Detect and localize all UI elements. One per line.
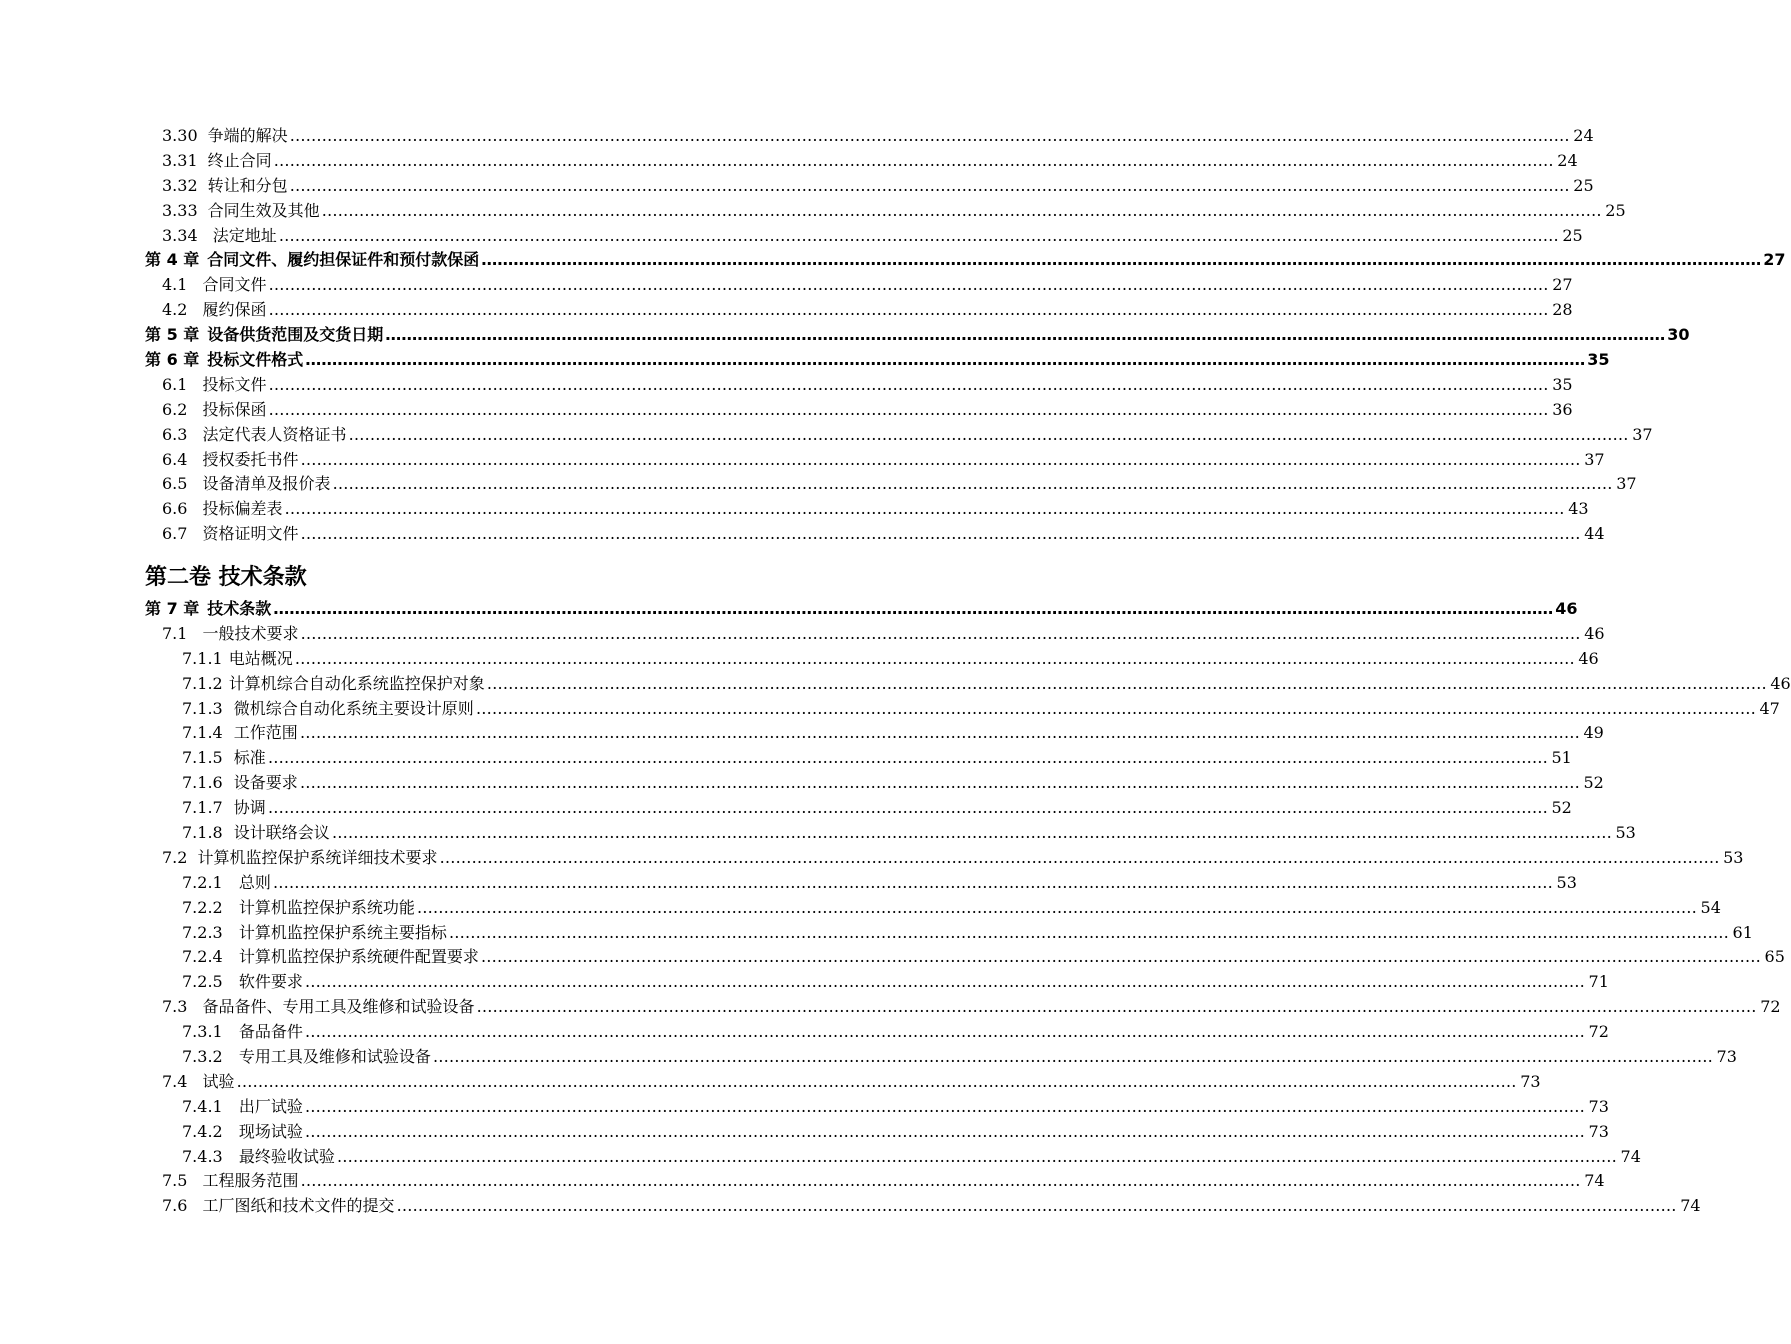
toc-leader-dots: …………………………………………………………………………………………………………………………………………………………………………………………………………………… (448, 922, 1729, 942)
toc-chapter-entry[interactable] (0, 597, 1578, 622)
toc-leader-dots: …………………………………………………………………………………………………………………………………………………………………………………………………………………… (331, 823, 1612, 843)
toc-section-entry[interactable] (0, 1194, 1701, 1219)
toc-entry-number: 6.6 (162, 499, 188, 519)
toc-entry-number: 7.1.7 (182, 798, 223, 818)
toc-entry-title: 试验 (197, 1071, 235, 1091)
toc-entry-title: 资格证明文件 (197, 524, 299, 544)
toc-entry-title: 投标偏差表 (197, 499, 283, 519)
toc-chapter-entry[interactable] (0, 248, 1786, 273)
toc-section-entry[interactable] (0, 398, 1573, 423)
toc-page-number: 65 (1764, 947, 1785, 967)
toc-entry-number: 7.2.1 (182, 872, 223, 892)
toc-entry-title: 技术条款 (207, 599, 272, 618)
toc-entry-number: 7.3.2 (182, 1047, 223, 1067)
toc-page-number: 73 (1588, 1121, 1609, 1141)
toc-entry-number: 6.1 (162, 374, 188, 394)
toc-section-entry[interactable] (0, 273, 1573, 298)
toc-section-entry[interactable] (0, 149, 1578, 174)
toc-entry-number: 第 4 章 (145, 250, 200, 270)
toc-leader-dots: …………………………………………………………………………………………………………………………………………………………………………………………………………………… (272, 872, 1553, 892)
toc-section-entry[interactable] (0, 945, 1785, 970)
toc-entry-number: 3.33 (162, 200, 198, 220)
toc-list-part2 (0, 597, 1791, 1219)
toc-entry-number: 3.30 (162, 126, 198, 145)
toc-entry-number: 4.2 (162, 300, 188, 320)
toc-leader-dots: …………………………………………………………………………………………………………………………………………………………………………………………………………………… (439, 847, 1720, 867)
toc-entry-number: 6.7 (162, 524, 188, 544)
toc-page-number: 43 (1568, 499, 1589, 519)
toc-leader-dots: …………………………………………………………………………………………………………………………………………………………………………………………………………………… (278, 225, 1559, 245)
toc-leader-dots: …………………………………………………………………………………………………………………………………………………………………………………………………………………… (304, 1096, 1585, 1116)
toc-page-number: 27 (1552, 275, 1573, 295)
toc-entry-title: 设备清单及报价表 (197, 474, 331, 494)
toc-entry-title: 软件要求 (228, 972, 303, 992)
toc-leader-dots: …………………………………………………………………………………………………………………………………………………………………………………………………………………… (305, 350, 1586, 370)
toc-entry-title: 合同生效及其他 (207, 200, 320, 220)
toc-section-entry[interactable] (0, 921, 1753, 946)
toc-page-number: 53 (1723, 847, 1744, 867)
toc-entry-number: 7.6 (162, 1196, 188, 1216)
toc-leader-dots: …………………………………………………………………………………………………………………………………………………………………………………………………………………… (289, 126, 1570, 145)
toc-page-number: 53 (1556, 872, 1577, 892)
toc-entry-title: 投标文件格式 (207, 350, 304, 370)
toc-page-number: 35 (1587, 350, 1610, 370)
toc-section-entry[interactable] (0, 448, 1605, 473)
toc-leader-dots: …………………………………………………………………………………………………………………………………………………………………………………………………………………… (304, 1022, 1585, 1042)
toc-entry-number: 7.1.3 (182, 698, 223, 718)
toc-section-entry[interactable] (0, 199, 1626, 224)
toc-section-entry[interactable] (0, 821, 1636, 846)
toc-leader-dots: …………………………………………………………………………………………………………………………………………………………………………………………………………………… (348, 424, 1629, 444)
toc-page-number: 46 (1578, 648, 1599, 668)
toc-page-number: 72 (1588, 1022, 1609, 1042)
toc-entry-number: 7.1.5 (182, 748, 223, 768)
toc-page-number: 24 (1573, 126, 1594, 145)
toc-leader-dots: …………………………………………………………………………………………………………………………………………………………………………………………………………………… (475, 698, 1756, 718)
toc-leader-dots: …………………………………………………………………………………………………………………………………………………………………………………………………………………… (332, 474, 1613, 494)
toc-entry-title: 设备要求 (228, 773, 298, 793)
toc-section-entry[interactable] (0, 896, 1721, 921)
toc-chapter-entry[interactable] (0, 323, 1690, 348)
toc-section-entry[interactable] (0, 1045, 1737, 1070)
toc-leader-dots: …………………………………………………………………………………………………………………………………………………………………………………………………………………… (273, 150, 1554, 170)
toc-entry-number: 7.1.2 (182, 673, 223, 693)
toc-section-entry[interactable] (0, 1145, 1641, 1170)
toc-leader-dots: …………………………………………………………………………………………………………………………………………………………………………………………………………………… (268, 275, 1549, 295)
toc-page-number: 49 (1583, 723, 1604, 743)
toc-entry-title: 电站概况 (228, 648, 293, 668)
toc-page-number: 72 (1760, 997, 1781, 1017)
toc-page-number: 25 (1562, 225, 1583, 245)
toc-page-number: 61 (1732, 922, 1753, 942)
toc-page-number: 73 (1520, 1071, 1541, 1091)
toc-section-entry[interactable] (0, 472, 1637, 497)
toc-entry-title: 工厂图纸和技术文件的提交 (197, 1196, 395, 1216)
toc-page-number: 25 (1573, 175, 1594, 195)
toc-entry-title: 合同文件 (197, 275, 267, 295)
toc-entry-title: 计算机监控保护系统硬件配置要求 (228, 947, 479, 967)
toc-page-number: 27 (1763, 250, 1786, 270)
toc-entry-title: 备品备件、专用工具及维修和试验设备 (197, 997, 475, 1017)
toc-page-number: 37 (1616, 474, 1637, 494)
toc-section-entry[interactable] (0, 647, 1599, 672)
toc-leader-dots: …………………………………………………………………………………………………………………………………………………………………………………………………………………… (486, 673, 1767, 693)
toc-entry-title: 现场试验 (228, 1121, 303, 1141)
toc-entry-title: 计算机监控保护系统详细技术要求 (197, 847, 438, 867)
toc-entry-title: 投标保函 (197, 399, 267, 419)
toc-leader-dots: …………………………………………………………………………………………………………………………………………………………………………………………………………………… (416, 897, 1697, 917)
toc-entry-number: 7.2.2 (182, 897, 223, 917)
toc-entry-number: 3.34 (162, 225, 198, 245)
toc-page-number: 44 (1584, 524, 1605, 544)
toc-section-entry[interactable] (0, 721, 1604, 746)
toc-entry-number: 7.1.1 (182, 648, 223, 668)
toc-leader-dots: …………………………………………………………………………………………………………………………………………………………………………………………………………………… (336, 1146, 1617, 1166)
toc-entry-title: 设备供货范围及交货日期 (207, 325, 384, 345)
toc-entry-title: 终止合同 (207, 150, 272, 170)
toc-leader-dots: …………………………………………………………………………………………………………………………………………………………………………………………………………………… (300, 1171, 1581, 1191)
toc-leader-dots: …………………………………………………………………………………………………………………………………………………………………………………………………………………… (267, 748, 1548, 768)
toc-page-number: 46 (1770, 673, 1791, 693)
toc-leader-dots: …………………………………………………………………………………………………………………………………………………………………………………………………………………… (268, 300, 1549, 320)
toc-leader-dots: …………………………………………………………………………………………………………………………………………………………………………………………………………………… (300, 524, 1581, 544)
toc-page-number: 71 (1588, 972, 1609, 992)
toc-entry-title: 法定代表人资格证书 (197, 424, 347, 444)
toc-entry-number: 3.32 (162, 175, 198, 195)
toc-section-entry[interactable] (0, 497, 1589, 522)
toc-leader-dots: …………………………………………………………………………………………………………………………………………………………………………………………………………………… (321, 200, 1602, 220)
toc-section-entry[interactable] (0, 1169, 1605, 1194)
toc-page-number: 36 (1552, 399, 1573, 419)
toc-page-number: 24 (1557, 150, 1578, 170)
toc-page-number: 73 (1588, 1096, 1609, 1116)
toc-page-number: 52 (1551, 798, 1572, 818)
toc-page-number: 73 (1716, 1047, 1737, 1067)
toc-leader-dots: …………………………………………………………………………………………………………………………………………………………………………………………………………………… (481, 250, 1762, 270)
toc-entry-number: 7.4.1 (182, 1096, 223, 1116)
toc-entry-title: 专用工具及维修和试验设备 (228, 1047, 431, 1067)
toc-page-number: 54 (1700, 897, 1721, 917)
toc-entry-number: 3.31 (162, 150, 198, 170)
toc-entry-title: 合同文件、履约担保证件和预付款保函 (207, 250, 480, 270)
toc-section-entry[interactable] (0, 995, 1781, 1020)
toc-page-number: 30 (1667, 325, 1690, 345)
toc-entry-number: 7.4.2 (182, 1121, 223, 1141)
toc-page-number: 51 (1551, 748, 1572, 768)
toc-page-number: 46 (1555, 599, 1578, 618)
toc-entry-number: 6.5 (162, 474, 188, 494)
toc-section-entry[interactable] (0, 373, 1573, 398)
toc-leader-dots: …………………………………………………………………………………………………………………………………………………………………………………………………………………… (300, 623, 1581, 643)
toc-list-part1 (0, 124, 1786, 547)
toc-entry-number: 7.2.5 (182, 972, 223, 992)
toc-page-number: 28 (1552, 300, 1573, 320)
toc-entry-number: 7.1.8 (182, 823, 223, 843)
toc-entry-title: 工作范围 (228, 723, 298, 743)
toc-leader-dots: …………………………………………………………………………………………………………………………………………………………………………………………………………………… (299, 723, 1580, 743)
toc-leader-dots: …………………………………………………………………………………………………………………………………………………………………………………………………………………… (236, 1071, 1517, 1091)
toc-leader-dots: …………………………………………………………………………………………………………………………………………………………………………………………………………………… (385, 325, 1666, 345)
toc-entry-number: 第 7 章 (145, 599, 200, 618)
toc-chapter-entry[interactable] (0, 348, 1610, 373)
toc-entry-number: 7.3.1 (182, 1022, 223, 1042)
toc-section-entry[interactable] (0, 672, 1791, 697)
toc-entry-number: 第 5 章 (145, 325, 200, 345)
toc-leader-dots: …………………………………………………………………………………………………………………………………………………………………………………………………………………… (300, 449, 1581, 469)
toc-leader-dots: …………………………………………………………………………………………………………………………………………………………………………………………………………………… (289, 175, 1570, 195)
toc-entry-title: 工程服务范围 (197, 1171, 299, 1191)
toc-page-number: 46 (1584, 623, 1605, 643)
toc-section-entry[interactable] (0, 1070, 1541, 1095)
toc-entry-title: 备品备件 (228, 1022, 303, 1042)
toc-entry-title: 出厂试验 (228, 1096, 303, 1116)
toc-entry-title: 计算机监控保护系统主要指标 (228, 922, 447, 942)
toc-entry-number: 7.3 (162, 997, 188, 1017)
toc-entry-title: 法定地址 (207, 225, 277, 245)
toc-leader-dots: …………………………………………………………………………………………………………………………………………………………………………………………………………………… (480, 947, 1761, 967)
toc-section-entry[interactable] (0, 224, 1583, 249)
toc-leader-dots: …………………………………………………………………………………………………………………………………………………………………………………………………………………… (304, 972, 1585, 992)
toc-section-entry[interactable] (0, 746, 1572, 771)
toc-page-number: 35 (1552, 374, 1573, 394)
toc-entry-number: 第 6 章 (145, 350, 200, 370)
toc-entry-title: 一般技术要求 (197, 623, 299, 643)
toc-page-number: 53 (1615, 823, 1636, 843)
toc-entry-title: 计算机监控保护系统功能 (228, 897, 415, 917)
toc-entry-title: 履约保函 (197, 300, 267, 320)
toc-entry-number: 7.1.6 (182, 773, 223, 793)
toc-page-number: 37 (1632, 424, 1653, 444)
toc-section-entry[interactable] (0, 697, 1780, 722)
toc-leader-dots: …………………………………………………………………………………………………………………………………………………………………………………………………………………… (396, 1196, 1677, 1216)
toc-entry-title: 标准 (228, 748, 266, 768)
toc-leader-dots: …………………………………………………………………………………………………………………………………………………………………………………………………………………… (268, 399, 1549, 419)
toc-entry-title: 授权委托书件 (197, 449, 299, 469)
toc-entry-number: 7.4 (162, 1071, 188, 1091)
toc-leader-dots: …………………………………………………………………………………………………………………………………………………………………………………………………………………… (267, 798, 1548, 818)
toc-entry-title: 计算机综合自动化系统监控保护对象 (228, 673, 485, 693)
toc-entry-number: 7.4.3 (182, 1146, 223, 1166)
toc-entry-title: 设计联络会议 (228, 823, 330, 843)
toc-entry-number: 6.2 (162, 399, 188, 419)
toc-entry-title: 总则 (228, 872, 271, 892)
toc-leader-dots: …………………………………………………………………………………………………………………………………………………………………………………………………………………… (304, 1121, 1585, 1141)
toc-section-entry[interactable] (0, 796, 1572, 821)
toc-section-entry[interactable] (0, 298, 1573, 323)
volume-heading: 第二卷 技术条款 (145, 565, 307, 590)
toc-section-entry[interactable] (0, 771, 1604, 796)
toc-entry-number: 4.1 (162, 275, 188, 295)
toc-entry-title: 协调 (228, 798, 266, 818)
toc-leader-dots: …………………………………………………………………………………………………………………………………………………………………………………………………………………… (476, 997, 1757, 1017)
toc-section-entry[interactable] (0, 423, 1653, 448)
toc-section-entry[interactable] (0, 871, 1577, 896)
toc-entry-title: 最终验收试验 (228, 1146, 335, 1166)
toc-leader-dots: …………………………………………………………………………………………………………………………………………………………………………………………………………………… (284, 499, 1565, 519)
toc-leader-dots: …………………………………………………………………………………………………………………………………………………………………………………………………………………… (299, 773, 1580, 793)
toc-entry-number: 7.1.4 (182, 723, 223, 743)
toc-section-entry[interactable] (0, 124, 1594, 149)
toc-page-number: 47 (1759, 698, 1780, 718)
toc-entry-title: 微机综合自动化系统主要设计原则 (228, 698, 474, 718)
toc-section-entry[interactable] (0, 1020, 1609, 1045)
toc-page-number: 74 (1584, 1171, 1605, 1191)
toc-entry-number: 6.4 (162, 449, 188, 469)
toc-page-number: 25 (1605, 200, 1626, 220)
toc-entry-number: 7.1 (162, 623, 188, 643)
toc-leader-dots: …………………………………………………………………………………………………………………………………………………………………………………………………………………… (268, 374, 1549, 394)
toc-section-entry[interactable] (0, 622, 1605, 647)
toc-section-entry[interactable] (0, 174, 1594, 199)
toc-page-number: 52 (1583, 773, 1604, 793)
toc-page-number: 74 (1680, 1196, 1701, 1216)
toc-entry-number: 7.5 (162, 1171, 188, 1191)
toc-section-entry[interactable] (0, 846, 1744, 871)
toc-section-entry[interactable] (0, 1095, 1609, 1120)
toc-section-entry[interactable] (0, 970, 1609, 995)
toc-entry-title: 投标文件 (197, 374, 267, 394)
toc-entry-number: 7.2.3 (182, 922, 223, 942)
toc-leader-dots: …………………………………………………………………………………………………………………………………………………………………………………………………………………… (294, 648, 1575, 668)
toc-entry-number: 6.3 (162, 424, 188, 444)
toc-entry-number: 7.2.4 (182, 947, 223, 967)
toc-entry-number: 7.2 (162, 847, 188, 867)
toc-leader-dots: …………………………………………………………………………………………………………………………………………………………………………………………………………………… (432, 1047, 1713, 1067)
toc-leader-dots: …………………………………………………………………………………………………………………………………………………………………………………………………………………… (273, 599, 1554, 618)
toc-page-number: 37 (1584, 449, 1605, 469)
toc-section-entry[interactable] (0, 522, 1605, 547)
toc-section-entry[interactable] (0, 1120, 1609, 1145)
toc-entry-title: 争端的解决 (207, 126, 288, 145)
toc-entry-title: 转让和分包 (207, 175, 288, 195)
toc-page-number: 74 (1620, 1146, 1641, 1166)
